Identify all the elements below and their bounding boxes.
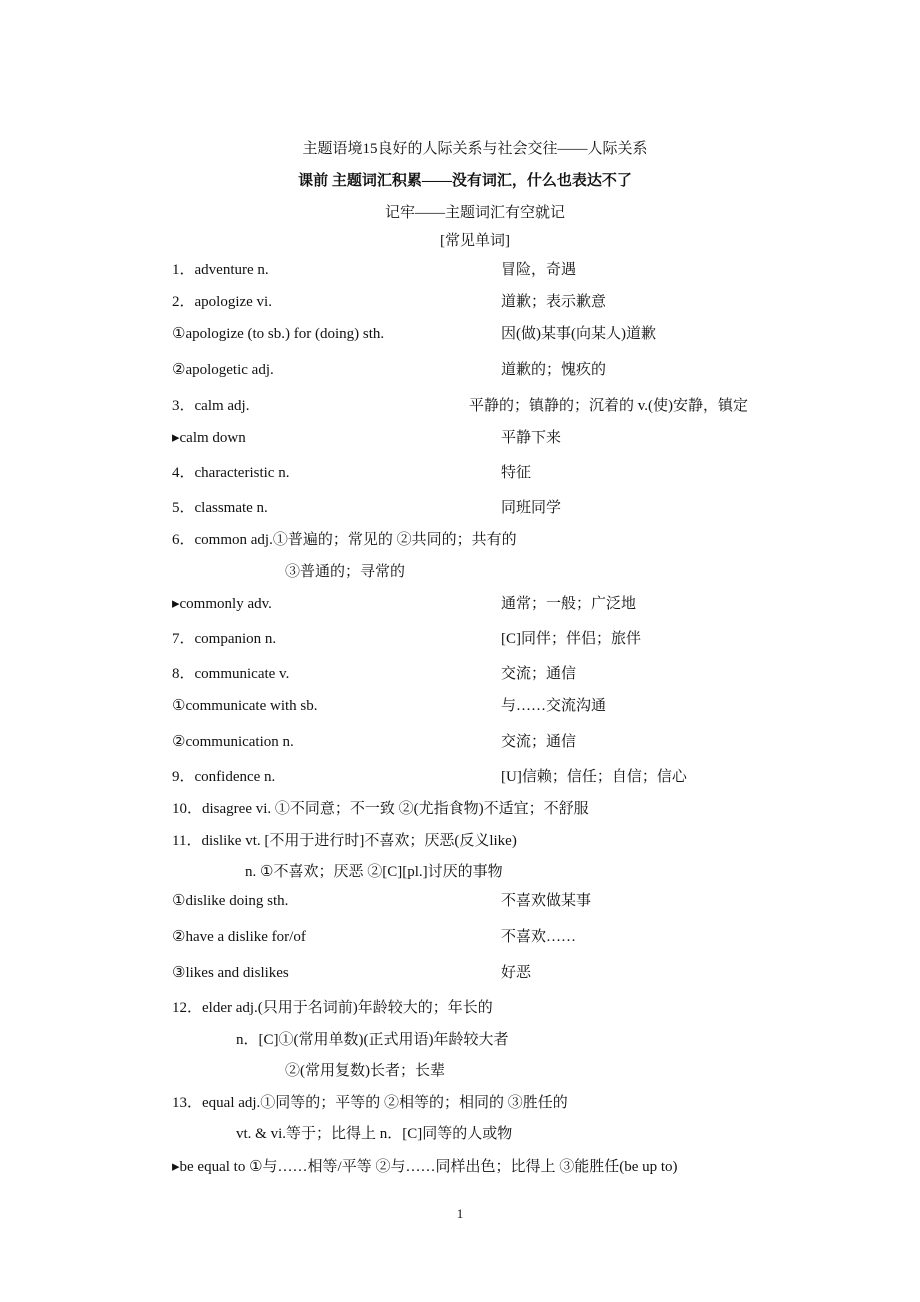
entry-term: ②apologetic adj.	[172, 362, 274, 378]
entry-term: 5．classmate n.	[172, 500, 268, 516]
page-number: 1	[456, 1206, 464, 1221]
entry-term: ②communication n.	[172, 734, 294, 750]
entry-meaning: [C]同伴；伴侣；旅伴	[501, 631, 641, 647]
entry-term: 6．common adj.①普遍的；常见的 ②共同的；共有的	[172, 532, 517, 548]
entry-term: ①dislike doing sth.	[172, 893, 289, 909]
entry-term: 12．elder adj.(只用于名词前)年龄较大的；年长的	[172, 1000, 493, 1016]
entry-term: 3．calm adj.	[172, 398, 250, 414]
entry-meaning: 平静下来	[501, 430, 562, 446]
entry-meaning: 好恶	[501, 965, 532, 981]
entry-meaning: 与……交流沟通	[501, 698, 607, 714]
entry-meaning: 同班同学	[501, 500, 562, 516]
entry-term: ①communicate with sb.	[172, 698, 318, 714]
entry-term: 13．equal adj.①同等的；平等的 ②相等的；相同的 ③胜任的	[172, 1095, 568, 1111]
entry-term: 2．apologize vi.	[172, 294, 272, 310]
entry-meaning: 通常；一般；广泛地	[501, 596, 637, 612]
entry-term: 4．characteristic n.	[172, 465, 290, 481]
entry-meaning: 交流；通信	[501, 734, 577, 750]
entry-meaning: 道歉；表示歉意	[501, 294, 607, 310]
entry-meaning: 平静的；镇静的；沉着的 v.(使)安静，镇定	[469, 398, 749, 414]
entry-term: 7．companion n.	[172, 631, 277, 647]
section-subtitle: 记牢——主题词汇有空就记	[384, 205, 565, 221]
entry-term: n．[C]①(常用单数)(正式用语)年龄较大者	[236, 1032, 509, 1048]
entry-term: vt. & vi.等于；比得上 n．[C]同等的人或物	[236, 1126, 513, 1142]
entry-term: ③likes and dislikes	[172, 965, 289, 981]
entry-term: ▸be equal to ①与……相等/平等 ②与……同样出色；比得上 ③能胜任(be up to)	[172, 1159, 678, 1175]
entry-meaning: 冒险，奇遇	[501, 262, 577, 278]
entry-term: n. ①不喜欢；厌恶 ②[C][pl.]讨厌的事物	[245, 864, 503, 880]
entry-term: 9．confidence n.	[172, 769, 276, 785]
entry-meaning: 因(做)某事(向某人)道歉	[501, 326, 656, 342]
section-title: 课前 主题词汇积累——没有词汇，什么也表达不了	[298, 173, 632, 189]
entry-term: ③普通的；寻常的	[285, 564, 406, 580]
category-heading: [常见单词]	[440, 233, 510, 249]
entry-term: ②(常用复数)长者；长辈	[285, 1063, 445, 1079]
entry-term: ▸commonly adv.	[172, 596, 272, 612]
entry-term: 10．disagree vi. ①不同意；不一致 ②(尤指食物)不适宜；不舒服	[172, 801, 589, 817]
entry-meaning: 特征	[501, 465, 532, 481]
entry-term: ②have a dislike for/of	[172, 929, 306, 945]
entry-meaning: [U]信赖；信任；自信；信心	[501, 769, 687, 785]
entry-term: 8．communicate v.	[172, 666, 290, 682]
entry-meaning: 交流；通信	[501, 666, 577, 682]
entry-term: 11．dislike vt. [不用于进行时]不喜欢；厌恶(反义like)	[172, 833, 517, 849]
entry-meaning: 不喜欢做某事	[501, 893, 592, 909]
entry-meaning: 道歉的；愧疚的	[501, 362, 607, 378]
entry-meaning: 不喜欢……	[501, 929, 577, 945]
topic-title: 主题语境15良好的人际关系与社会交往——人际关系	[302, 141, 648, 157]
entry-term: ▸calm down	[172, 430, 246, 446]
entry-term: 1．adventure n.	[172, 262, 269, 278]
entry-term: ①apologize (to sb.) for (doing) sth.	[172, 326, 385, 342]
